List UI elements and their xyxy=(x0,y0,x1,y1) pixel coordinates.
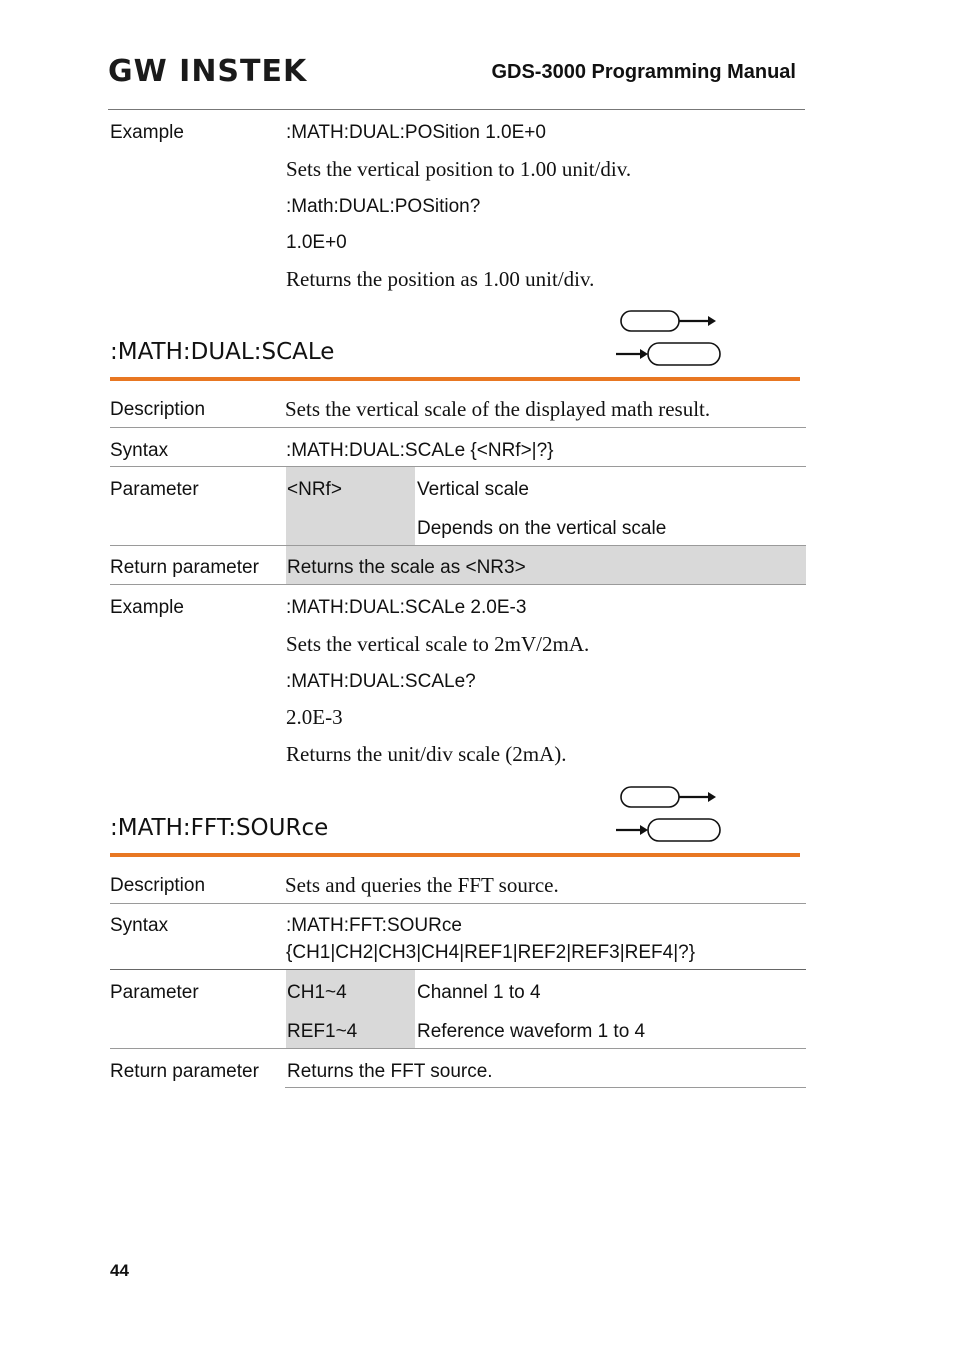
set-query-icon xyxy=(612,308,724,368)
example-command: :MATH:DUAL:SCALe 2.0E-3 xyxy=(286,597,527,618)
parameter-label: Parameter xyxy=(110,479,199,500)
row-divider xyxy=(110,584,806,585)
row-divider xyxy=(110,969,806,970)
param-description: Depends on the vertical scale xyxy=(417,518,667,539)
syntax-label: Syntax xyxy=(110,440,169,461)
description-label: Description xyxy=(110,875,206,896)
example-label: Example xyxy=(110,122,184,143)
row-divider xyxy=(110,1048,806,1049)
description-label: Description xyxy=(110,399,206,420)
param-name: <NRf> xyxy=(287,479,342,500)
syntax-text: :MATH:FFT:SOURce xyxy=(286,915,462,936)
example-query: :MATH:DUAL:SCALe? xyxy=(286,671,476,692)
return-text: Returns the FFT source. xyxy=(287,1061,493,1082)
section-heading: :MATH:FFT:SOURce xyxy=(110,815,329,841)
description-text: Sets and queries the FFT source. xyxy=(285,873,559,897)
row-divider xyxy=(110,427,806,428)
example-command: :MATH:DUAL:POSition 1.0E+0 xyxy=(286,122,546,143)
example-text: Returns the unit/div scale (2mA). xyxy=(286,742,567,766)
return-text: Returns the scale as <NR3> xyxy=(287,557,526,578)
manual-title: GDS-3000 Programming Manual xyxy=(491,61,796,83)
syntax-text: :MATH:DUAL:SCALe {<NRf>|?} xyxy=(286,440,554,461)
example-query: :Math:DUAL:POSition? xyxy=(286,196,481,217)
example-response: 2.0E-3 xyxy=(286,705,343,729)
example-text: Returns the position as 1.00 unit/div. xyxy=(286,267,595,291)
example-text: Sets the vertical scale to 2mV/2mA. xyxy=(286,632,590,656)
param-description: Vertical scale xyxy=(417,479,529,500)
syntax-text: {CH1|CH2|CH3|CH4|REF1|REF2|REF3|REF4|?} xyxy=(286,942,696,963)
example-label: Example xyxy=(110,597,184,618)
param-description: Channel 1 to 4 xyxy=(417,982,541,1003)
row-divider xyxy=(110,903,806,904)
section-divider xyxy=(110,853,800,857)
return-parameter-label: Return parameter xyxy=(110,557,259,578)
page-number: 44 xyxy=(110,1261,129,1280)
header-rule xyxy=(108,109,805,110)
example-text: Sets the vertical position to 1.00 unit/div. xyxy=(286,157,632,181)
syntax-label: Syntax xyxy=(110,915,169,936)
param-name: REF1~4 xyxy=(287,1021,358,1042)
brand-logo: GW INSTEK xyxy=(108,54,308,89)
section-heading: :MATH:DUAL:SCALe xyxy=(110,339,335,365)
description-text: Sets the vertical scale of the displayed math result. xyxy=(285,397,711,421)
row-divider xyxy=(110,466,806,467)
row-divider xyxy=(285,1087,806,1088)
parameter-label: Parameter xyxy=(110,982,199,1003)
param-name: CH1~4 xyxy=(287,982,347,1003)
set-query-icon xyxy=(612,784,724,844)
param-description: Reference waveform 1 to 4 xyxy=(417,1021,646,1042)
return-parameter-label: Return parameter xyxy=(110,1061,259,1082)
example-response: 1.0E+0 xyxy=(286,232,347,253)
section-divider xyxy=(110,377,800,381)
